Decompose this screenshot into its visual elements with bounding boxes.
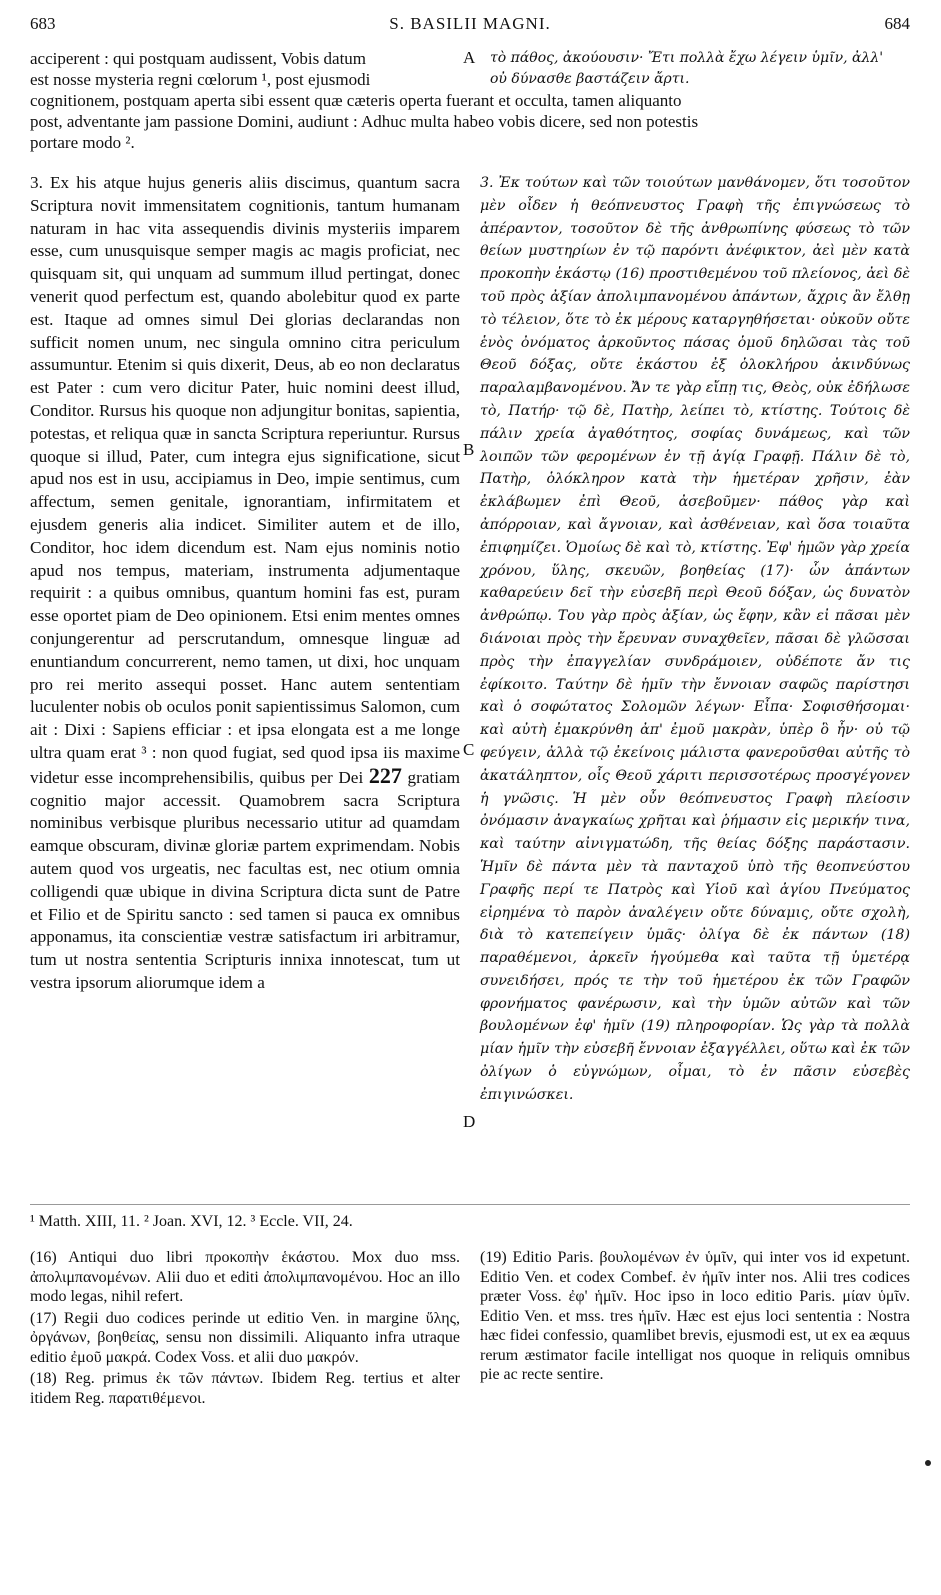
greek-column [480, 172, 910, 1107]
scripture-references: ¹ Matth. XIII, 11. ² Joan. XVI, 12. ³ Eccle. VII, 24. [30, 1213, 353, 1230]
page-number-left: 683 [30, 14, 56, 33]
margin-letter-a: A [463, 48, 476, 67]
margin-letter-d: D [463, 1112, 476, 1131]
full-width-line-2: post, adventante jam passione Domini, audiunt : Adhuc multa habeo vobis dicere, sed non potestis [30, 112, 699, 131]
footnote-rule [30, 1204, 910, 1205]
margin-mark [925, 1460, 931, 1466]
critical-notes-left [30, 1248, 460, 1410]
greek-text: 3. Ἐκ τούτων καὶ τῶν τοιούτων μανθάνομεν, ὅτι τοσοῦτον μὲν οἶδεν ἡ θεόπνευστος Γραφὴ τῆς ἐπιγνώσεως τὸ ἀπέραντον, τοσοῦτον δὲ τῆς ἀνθρωπίνης φύσεως τὸ τῶν θείων μυστηρίων ἐν τῷ παρόντι ἀνέφικτον, ἀεὶ μὲν κατὰ προκοπὴν ἑκάστῳ (16) προστιθεμένου τοῦ πλείονος, ἀεὶ δὲ τοῦ πρὸς ἀξίαν ἀπολιμπανομένου ἁπάντων, ἄχρις ἂν ἔλθῃ τὸ τέλειον, ὅτε τὸ ἐκ μέρους καταργηθήσεται· οὐκοῦν οὔτε ἑνὸς ὀνόματος ἀρκοῦντος πάσας ὁμοῦ δηλῶσαι τὰς τοῦ Θεοῦ δόξας, οὔτε ἑκάστου ἐξ ὁλοκλήρου ἀκινδύνως παραλαμβανομένου. Ἄν τε γὰρ εἴπῃ τις, Θεὸς, οὐκ ἐδήλωσε τὸ, Πατήρ· τῷ δὲ, Πατὴρ, λείπει τὸ, κτίστης. Τούτοις δὲ πάλιν χρεία ἀγαθότητος, σοφίας δυνάμεως, καὶ τῶν λοιπῶν τῶν φερομένων ἐν τῇ ἁγίᾳ Γραφῇ. Πάλιν δὲ τὸ, Πατὴρ, ὁλόκληρον κατὰ τὴν ἡμετέραν χρῆσιν, ἐὰν ἐκλάβωμεν ἐπὶ Θεοῦ, ἀσεβοῦμεν· πάθος γὰρ καὶ ἀπόρροιαν, καὶ ἄγνοιαν, καὶ ἀσθένειαν, καὶ ὅσα τοιαῦτα ἐπιφημίζει. Ὁμοίως δὲ καὶ τὸ, κτίστης. Ἐφ' ἡμῶν γὰρ χρεία χρόνου, ὕλης, σκευῶν, βοηθείας (17)· ὧν ἁπάντων καθαρεύειν δεῖ τὴν εὐσεβῆ περὶ Θεοῦ δόξαν, ὡς δυνατὸν ἀνθρώπῳ. Του γὰρ πρὸς ἀξίαν, ὡς ἔφην, κἂν εἰ πᾶσαι μὲν διάνοιαι πρὸς τὴν ἔρευναν συναχθεῖεν, πᾶσαι δὲ γλῶσσαι πρὸς τὴν ἐπαγγελίαν συνδράμοιεν, οὐδέποτε ἄν τις ἐφίκοιτο. Ταύτην δὲ ἡμῖν τὴν ἔννοιαν σαφῶς παρίστησι καὶ ὁ σοφώτατος Σολομῶν λέγων· Εἶπα· Σοφισθήσομαι· καὶ αὐτὴ ἐμακρύνθη ἀπ' ἐμοῦ μακρὰν, ὑπὲρ ὃ ἦν· οὐ τῷ φεύγειν, ἀλλὰ τῷ ἐκείνοις μάλιστα φανεροῦσθαι αὐτῆς τὸ ἀκατάληπτον, οἷς Θεοῦ χάριτι περισσοτέρως προσγέγονεν ἡ γνῶσις. Ἡ μὲν οὖν θεόπνευστος Γραφὴ πλείοσιν ὀνόμασιν ἀναγκαίως χρῆται καὶ ῥήμασιν εἰς μερικήν τινα, καὶ ταύτην αἰνιγματώδη, τῆς θείας δόξης παράστασιν. Ἡμῖν δὲ πάντα μὲν τὰ πανταχοῦ ὑπὸ τῆς θεοπνεύστου Γραφῆς περί τε Πατρὸς καὶ Υἱοῦ καὶ ἁγίου Πνεύματος εἰρημένα τὸ παρὸν ἀναλέγειν οὔτε δύναμις, οὔτε σχολὴ, διὰ τὸ κατεπείγειν ὑμᾶς· ὀλίγα δὲ ἐκ πάντων (18) παραθέμενοι, ἀρκεῖν ἡγούμεθα καὶ ταῦτα τῇ ὑμετέρᾳ συνειδήσει, πρός τε τὴν τοῦ ἡμετέρου ἐκ τῶν Γραφῶν φρονήματος φανέρωσιν, καὶ τὴν ὑμῶν αὐτῶν καὶ τῶν βουλομένων ἐφ' ἡμῖν (19) πληροφορίαν. Ὡς γὰρ τὰ πολλὰ μίαν ἡμῖν τὴν εὐσεβῆ ἔννοιαν ἐξαγγέλλει, οὕτω καὶ ἐκ τῶν ὀλίγων ὁ εὐγνώμων, οἶμαι, τὸ ἐν πᾶσιν εὐσεβὲς ἐπιγινώσκει. [480, 175, 910, 1103]
full-width-line-1: cognitionem, postquam aperta sibi essent quæ cæteris operta fuerant et occulta, tamen aliquanto [30, 91, 682, 110]
page-header [30, 14, 910, 36]
note-16: (16) Antiqui duo libri προκοπὴν ἑκάστου. Mox duo mss. ἀπολιμπανομένων. Alii duo et editi ἀπολιμπανομένου. Hoc an illo modo legas, nihil refert. [30, 1249, 460, 1305]
opening-greek: τὸ πάθος, ἀκούουσιν· Ἔτι πολλὰ ἔχω λέγειν ὑμῖν, ἀλλ' οὐ δύνασθε βαστάζειν ἄρτι. [490, 50, 884, 87]
latin-text: 3. Ex his atque hujus generis aliis discimus, quantum sacra Scriptura novit immensitatem cognitionis, tantum humanam naturam in hac vita assequendis divinis mysteriis imparem esse, cum unusquisque semper magis ac magis proficiat, nec quisquam sit, qui unquam ad summum illud pertingat, donec venerit quod perfectum est, quando abolebitur quod ex parte est. Itaque ad omnes simul Dei glorias declarandas non sufficit nomen unum, nec singula omnino citra periculum assumuntur. Etenim si quis dixerit, Deus, ab eo non declaratus est Pater : cum vero dicitur Pater, huic nomini deest illud, Conditor. Rursus his quoque non adjungitur bonitas, sapientia, potestas, et reliqua quæ in sancta Scriptura reperiuntur. Rursus quoque si illud, Pater, cum integra ejus significatione, sicut apud nos est in usu, accipiamus in Deo, impie sentimus, cum affectum, semen genitale, ignorantiam, infirmitatem et ejusdem generis alia indicet. Similiter autem et de illo, Conditor, hoc idem dicendum est. Nam ejus nominis notio apud nos tempus, materiam, instrumenta adjumentaque requirit : a quibus omnibus, quantum homini fas est, puram esse oportet piam de Deo opinionem. Etsi enim mentes omnes conjungerentur ad perscrutandum, omnesque linguæ ad enuntiandum concurrerent, nemo tamen, ut dixi, hoc unquam pro rei merito assequi posset. Hanc autem sententiam luculenter nobis ob oculos ponit sapientissimus Salomon, cum ait : Dixi : Sapiens efficiar : et ipsa elongata est a me longe ultra quam erat ³ : non quod fugiat, sed quod ipsa iis maxime videtur esse incomprehensibilis, quibus per Dei [30, 173, 460, 787]
latin-column [30, 172, 460, 995]
running-title: S. BASILII MAGNI. [389, 14, 551, 33]
latin-text-continued: gratiam cognitio major accessit. Quamobrem sacra Scriptura nominibus verbisque pluribus necessario utitur ad quamdam eamque obscuram, divinæ gloriæ partem exprimendam. Nobis autem quod vos urgeatis, nec facultas est, nec otium omnia colligendi quæ ubique in divina Scriptura dicta sunt de Patre et Filio et de Spiritu sancto : sed tamen si pauca ex omnibus apponamus, ita conscientiæ vestræ satisfactum iri arbitramur, tum ut nostra sententia Scripturis innixa innotescat, tum ut vestra ipsorum aliorumque idem a [30, 767, 460, 992]
margin-letter-b: B [463, 440, 475, 459]
note-19: (19) Editio Paris. βουλομένων ἐν ὑμῖν, qui inter vos id expetunt. Editio Ven. et codex Combef. ἐν ἡμῖν inter nos. Alii tres codices præter Voss. ἐφ' ἡμῖν. Hoc ipso in loco editio Paris. μίαν ὑμῖν. Editio Ven. et mss. tres ἡμῖν. Hæc est ejus loci sententia : Nostra hæc fidei confessio, quamlibet brevis, ejusmodi est, ut ex ea æquus rerum æstimator facile intelligat nos quoque in reliquis omnibus pie ac recte sentire. [480, 1249, 910, 1383]
margin-letter-c: C [463, 740, 475, 759]
critical-notes-right [480, 1248, 910, 1387]
edition-page-number: 227 [368, 762, 402, 788]
opening-latin: acciperent : qui postquam audissent, Vobis datum est nosse mysteria regni cœlorum ¹, post ejusmodi [30, 49, 371, 89]
note-17: (17) Regii duo codices perinde ut editio Ven. in margine ὕλης, ὀργάνων, βοηθείας, sensu non dissimili. Aliquanto infra utraque editio ἐμοῦ μακρά. Codex Voss. et alii duo μακρόν. [30, 1309, 460, 1366]
note-18: (18) Reg. primus ἐκ τῶν πάντων. Ibidem Reg. tertius et alter itidem Reg. παρατιθέμενοι. [30, 1370, 460, 1407]
full-width-line-3: portare modo ². [30, 133, 135, 152]
page-number-right: 684 [884, 14, 910, 33]
